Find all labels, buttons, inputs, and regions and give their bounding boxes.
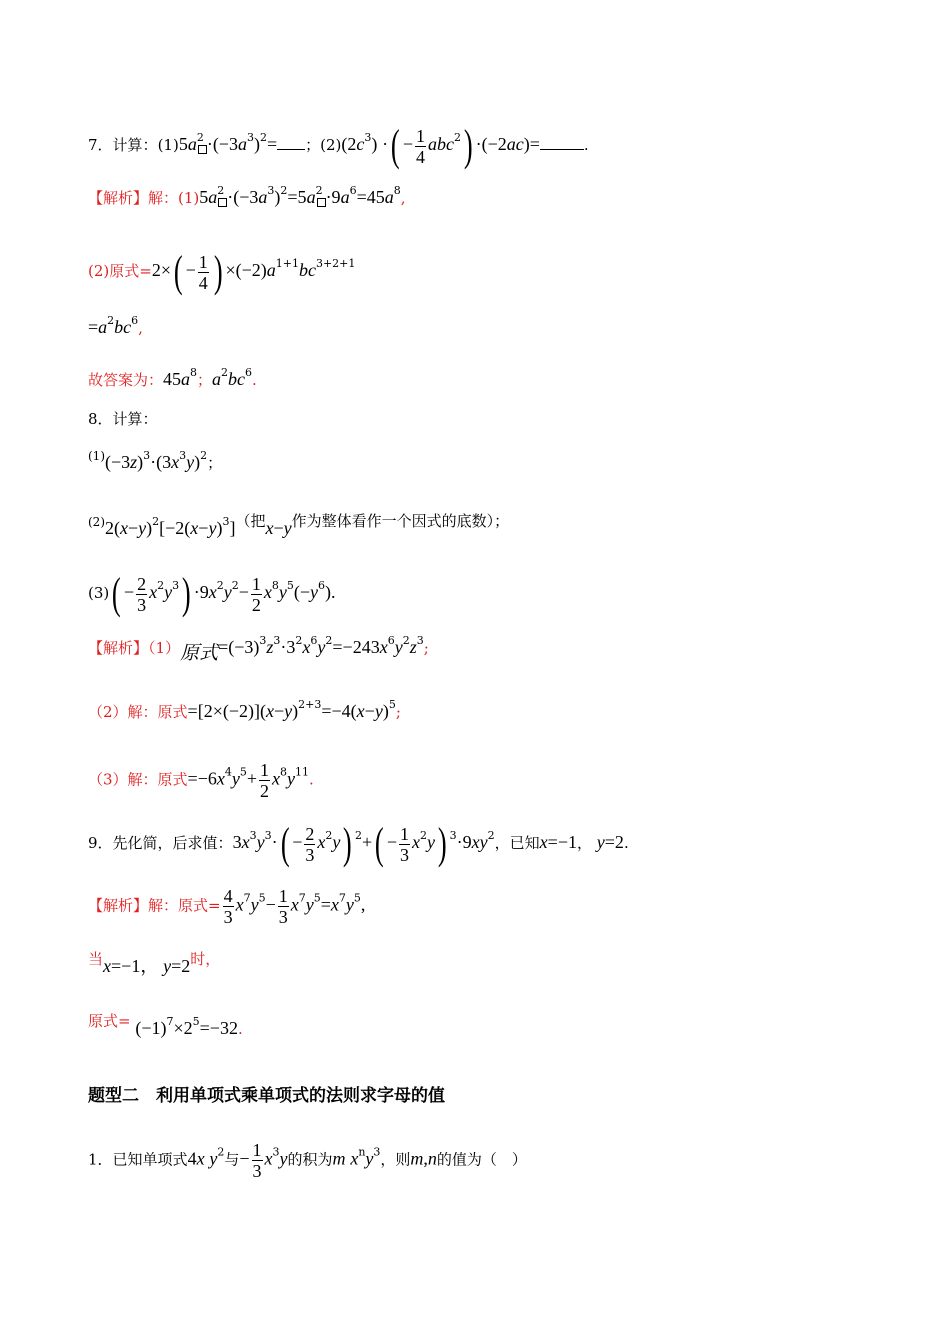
q9-solution-1: 【解析】解：原式= $\frac{4}{3}$ $x^7y^5-$ $\frac{1}{3}$ $x^7y^5=x^7y^5$, xyxy=(88,886,366,927)
q9-number: 9． xyxy=(88,834,113,852)
q1-line: 1．已知单项式4x $y^2$与− $\frac{1}{3}$ $x^3y$的积为m $x^ny^3$，则m,n的值为（ ） xyxy=(88,1140,527,1181)
q7-sol-lead: 解：(1) xyxy=(148,189,200,207)
q7-solution-3: $=a^2bc^6$, xyxy=(88,314,143,337)
q9-line: 9．先化简，后求值：$3x^3y^3\cdot$( − $\frac{2}{3}$ $x^2y$) $^2$+( − $\frac{1}{3}$ $x^2y$) $^3\cdot 9xy^2$，已知x=−1， y=2. xyxy=(88,819,629,868)
q8-p2-note-a: （把 xyxy=(235,512,266,530)
q8-sol-p1-word: 原式 xyxy=(180,642,219,664)
q7-solution-2: (2)原式=2×( − $\frac{1}{4}$ ) $\times(-2)a^{1+1}bc^{3+2+1}$ xyxy=(88,247,356,296)
q7-end: . xyxy=(583,136,589,154)
q9-sol-lead: 解：原式= xyxy=(148,896,221,915)
q7-solution-1: 【解析】解：$(1)5a^2 \cdot(-3a^3)^2=5a^2 \cdot 9a^6=45a^8$, xyxy=(88,184,406,207)
q1-prefix: 已知单项式 xyxy=(112,1150,188,1169)
q9-solution-2: 当x=−1， y=2时， xyxy=(88,950,221,976)
q8-solution-2: （2）解：原式$=[2\times(-2)](x-y)^{2+3}=-4(x-y)^5$; xyxy=(88,698,401,721)
q7-answer-period: . xyxy=(252,371,257,389)
q9-sol-when: 当 xyxy=(88,950,104,968)
q8-sol-p3: （3）解：原式 xyxy=(88,770,188,789)
q9-prefix: 先化简，后求值： xyxy=(112,834,233,852)
q9-sol-tag: 【解析】 xyxy=(88,896,149,915)
q8-part3: (3)( − $\frac{2}{3}$ $x^2y^3) \cdot 9x^2y^2-$ $\frac{1}{2}$ $x^8y^5(-y^6)$. xyxy=(88,569,336,618)
q7-sol-tag: 【解析】 xyxy=(88,189,149,207)
q9-sol-yuan: 原式= xyxy=(88,1012,131,1030)
q9-comma: ， xyxy=(576,834,592,852)
q1-then: ，则 xyxy=(380,1150,411,1169)
q1-number: 1． xyxy=(88,1150,113,1169)
q9-solution-3: 原式= $(-1)^7\times 2^5=-32$. xyxy=(88,1012,243,1038)
q7-answer-label: 故答案为： xyxy=(88,371,164,389)
q9-end: . xyxy=(623,834,629,852)
q9-sol-shi: 时， xyxy=(190,950,221,968)
q8-sol-tag: 【解析】 xyxy=(88,639,149,657)
q1-yu: 与 xyxy=(224,1150,240,1169)
q1-tail: 的值为（ ） xyxy=(436,1150,527,1169)
q8-number: 8． xyxy=(88,410,113,428)
section-title: 题型二 利用单项式乘单项式的法则求字母的值 xyxy=(88,1086,445,1106)
q8-part1: $^{(1)}(-3z)^3\cdot(3x^3y)^2$； xyxy=(88,449,223,472)
q7-sol-part2: (2)原式= xyxy=(88,262,152,280)
q8-prefix: 计算： xyxy=(112,410,158,428)
q7-answer-sep: ； xyxy=(197,371,213,389)
q9-given: ，已知 xyxy=(494,834,540,852)
q8-p1-label: (1) xyxy=(88,449,105,463)
q7-answer: 故答案为：$45a^8$；$a^2bc^6$. xyxy=(88,366,257,389)
q8-solution-1: 【解析】（1）原式$=(-3)^3z^3\cdot 3^2x^6y^2=-243x^6y^2z^3$; xyxy=(88,634,429,664)
q8-line xyxy=(88,412,158,427)
q8-solution-3: （3）解：原式$=-6x^4y^5+$ $\frac{1}{2}$ $x^8y^{11}$. xyxy=(88,760,314,801)
q1-ji: 的积为 xyxy=(287,1150,333,1169)
q7-line: 7．计算：$(1)5a^2 \cdot(-3a^3)^2=$ ；$(2)(2c^3)$ ·( − $\frac{1}{4}$ abc$^2$) ·(−2ac)= . xyxy=(88,121,589,170)
q7-part1-label: (1) xyxy=(157,136,179,154)
q8-p2-label: (2) xyxy=(88,515,105,529)
q7-part2-label: ；(2) xyxy=(305,136,342,154)
q8-p3-label: (3) xyxy=(88,584,110,602)
q8-p2-note-b: 作为整体看作一个因式的底数）； xyxy=(291,512,510,530)
q7-prefix: 计算： xyxy=(112,136,158,154)
q8-part2: $^{(2)}2(x-y)^2[-2(x-y)^3]$（把x−y作为整体看作一个因式的底数）； xyxy=(88,512,510,538)
q8-sol-p2: （2）解：原式 xyxy=(88,703,188,721)
q7-number: 7． xyxy=(88,136,113,154)
q8-sol-p1: （1） xyxy=(148,639,181,657)
